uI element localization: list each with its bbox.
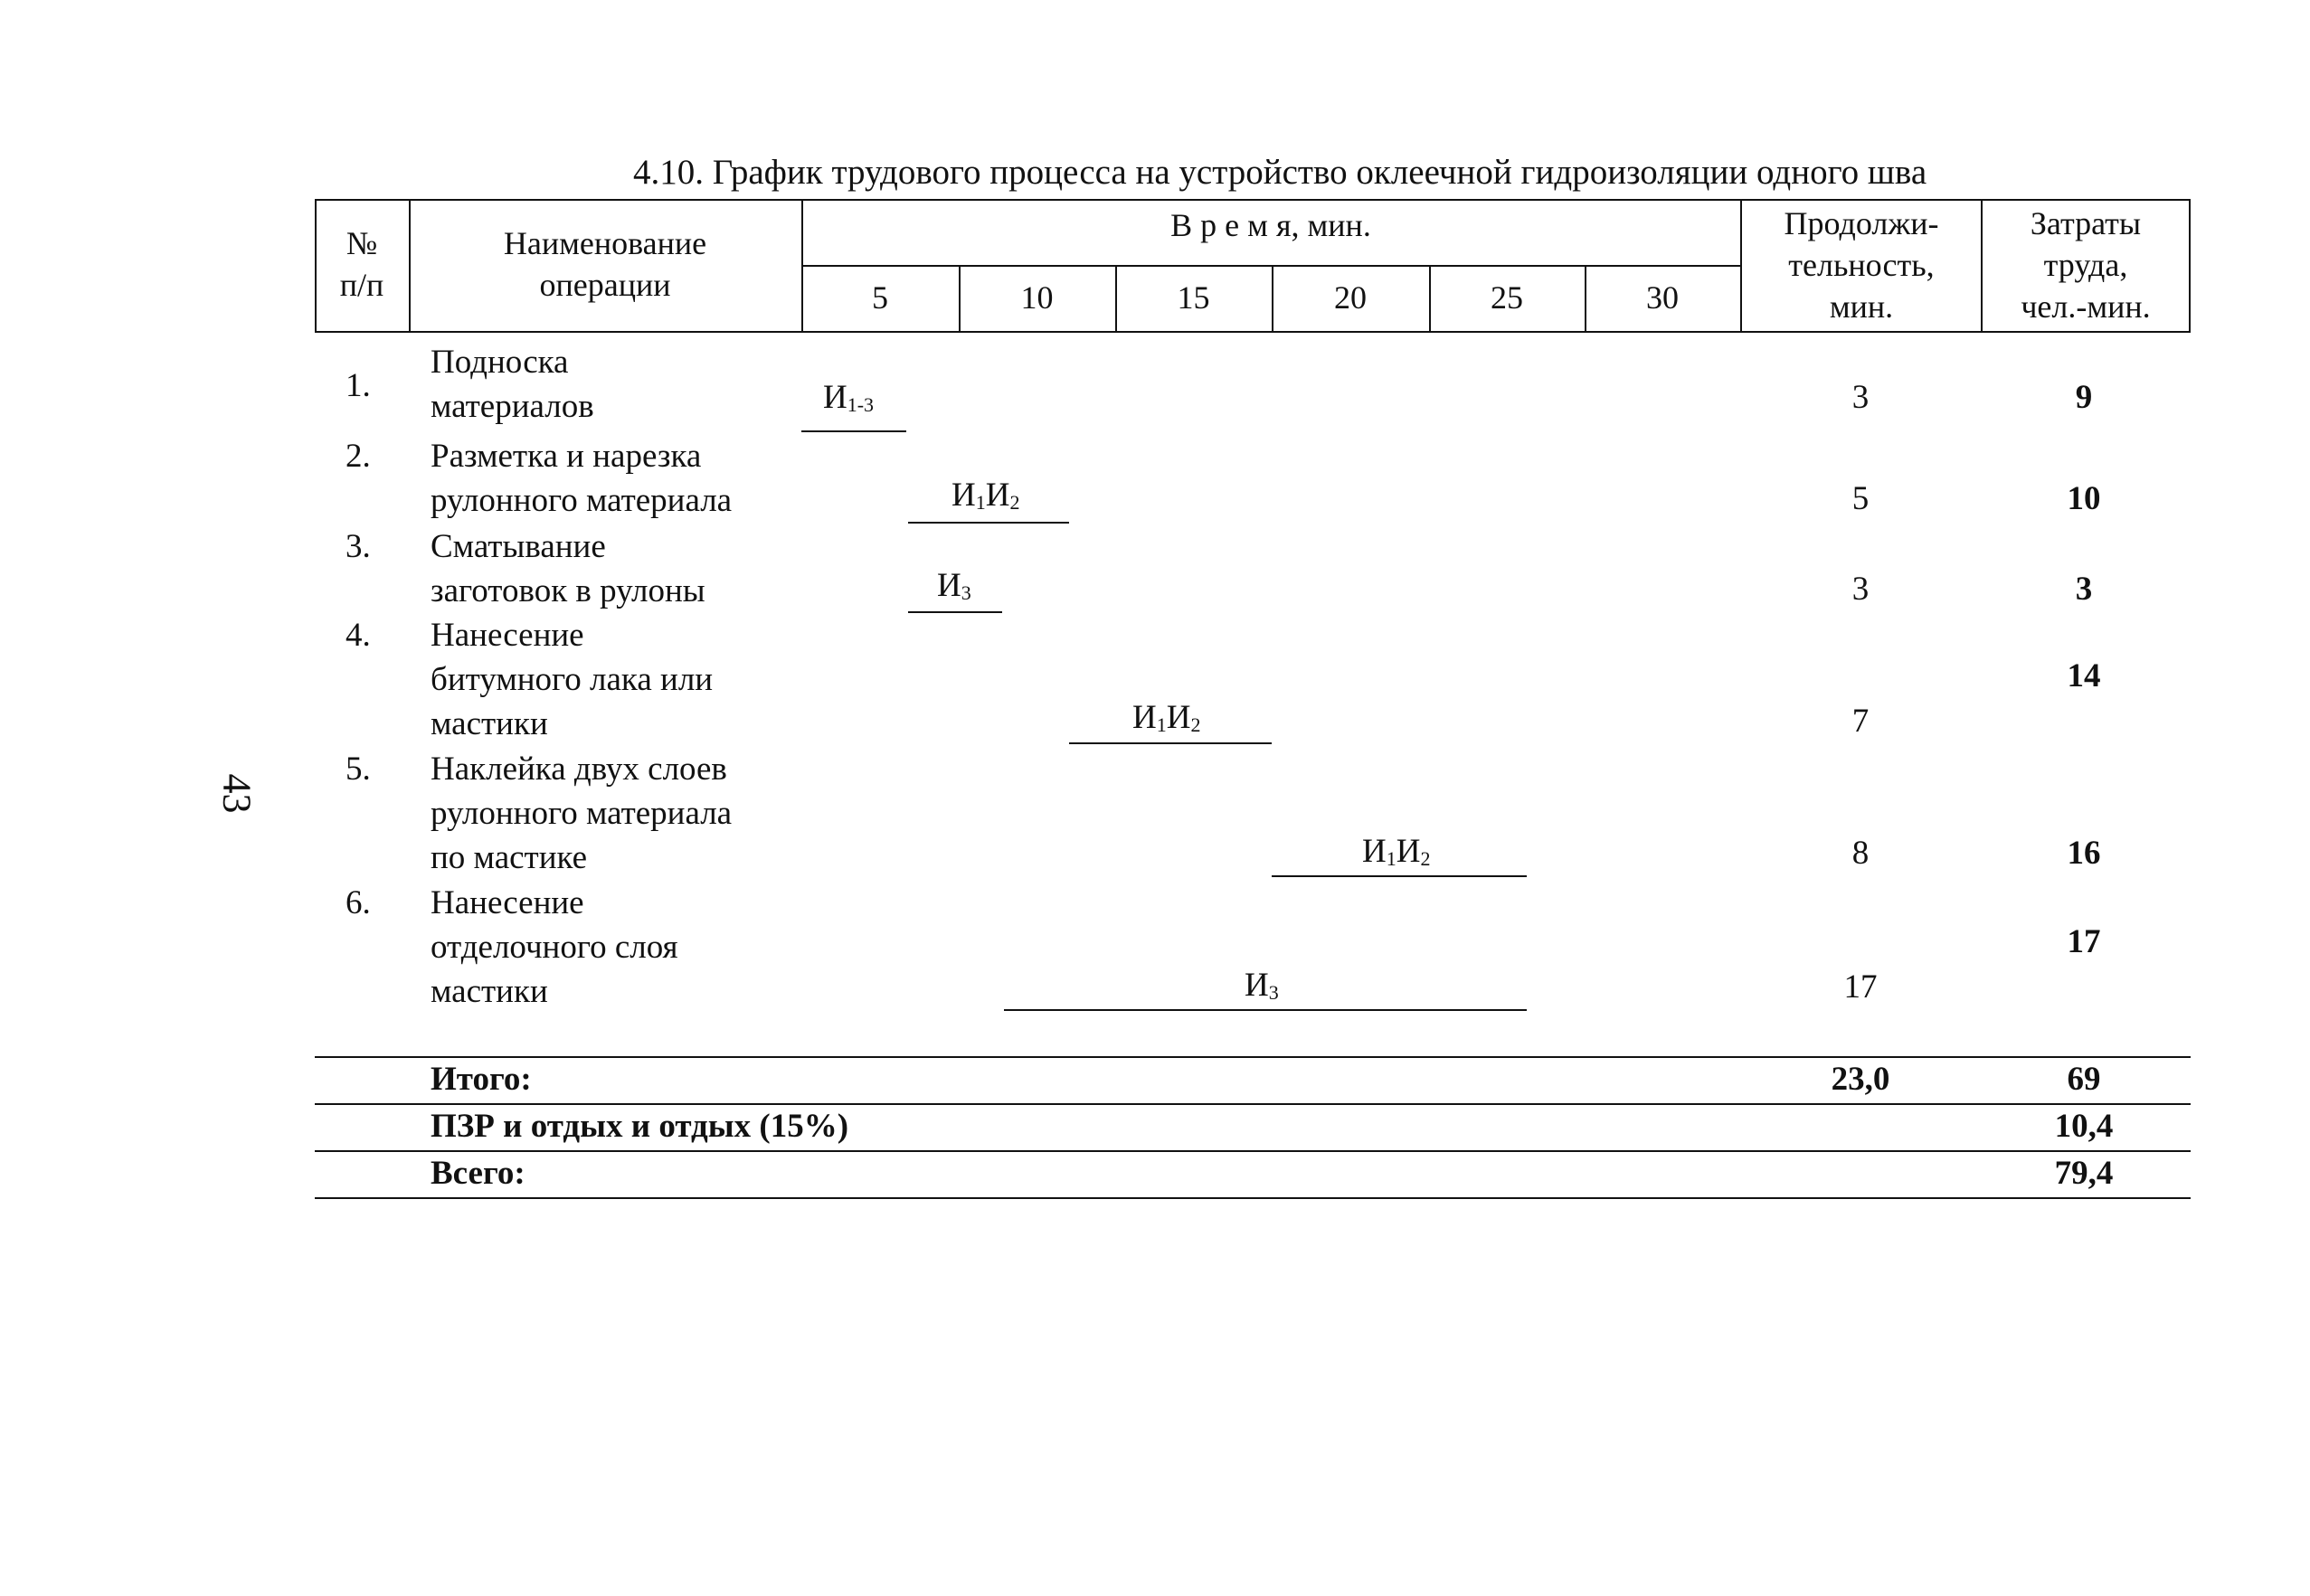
table-title: 4.10. График трудового процесса на устройство оклеечной гидроизоляции одного шва	[633, 153, 1927, 192]
operation-name-line: битумного лака или	[431, 661, 714, 698]
itogo-duration: 23,0	[1831, 1061, 1890, 1098]
gantt-bar-label: $И_1И_2$	[1132, 699, 1201, 736]
gantt-bar	[908, 611, 1002, 613]
operation-name-line: мастики	[431, 705, 548, 742]
duration-value: 8	[1851, 835, 1870, 872]
tick-20: 20	[1334, 279, 1367, 316]
header-labor-line2: труда,	[2043, 247, 2128, 283]
gantt-bar	[801, 430, 906, 432]
header-no-line1: №	[346, 225, 378, 261]
row-number: 1.	[346, 367, 371, 404]
vsego-labor: 79,4	[2054, 1155, 2114, 1192]
gantt-bar	[908, 522, 1069, 524]
tick-15: 15	[1177, 279, 1210, 316]
operation-name-line: заготовок в рулоны	[431, 572, 705, 609]
labor-value: 9	[2075, 379, 2093, 416]
labor-value: 17	[2067, 923, 2101, 960]
header-labor-line3: чел.-мин.	[2021, 288, 2151, 325]
header-duration-line1: Продолжи-	[1784, 205, 1939, 241]
operation-name-line: Нанесение	[431, 884, 584, 921]
operation-name-line: Наклейка двух слоев	[431, 751, 727, 788]
header-duration-line3: мин.	[1829, 288, 1894, 325]
operation-name-line: Нанесение	[431, 617, 584, 654]
page-number: 43	[214, 773, 260, 814]
labor-value: 14	[2067, 657, 2101, 694]
gantt-bar	[1004, 1009, 1527, 1011]
header-time: В р е м я, мин.	[1170, 207, 1371, 243]
duration-value: 5	[1851, 480, 1870, 517]
gantt-bar-label: $И_1И_2$	[951, 477, 1020, 514]
duration-value: 7	[1851, 703, 1870, 740]
row-number: 6.	[346, 884, 371, 921]
itogo-label: Итого:	[431, 1061, 532, 1098]
row-number: 4.	[346, 617, 371, 654]
operation-name-line: по мастике	[431, 839, 588, 876]
tick-5: 5	[872, 279, 888, 316]
operation-name-line: Сматывание	[431, 528, 606, 565]
header-duration-line2: тельность,	[1788, 247, 1935, 283]
gantt-bar-label: $И_{1-3}$	[823, 379, 875, 416]
labor-value: 3	[2075, 571, 2093, 608]
duration-value: 17	[1843, 968, 1878, 1006]
pzr-labor: 10,4	[2054, 1108, 2114, 1145]
operation-name-line: рулонного материала	[431, 482, 733, 519]
row-number: 5.	[346, 751, 371, 788]
header-labor-line1: Затраты	[2030, 205, 2142, 241]
gantt-bar	[1272, 875, 1527, 877]
gantt-bar-label: $И_1И_2$	[1362, 833, 1431, 870]
labor-value: 16	[2067, 835, 2101, 872]
gantt-bar-label: $И_3$	[1245, 967, 1279, 1004]
operation-name-line: материалов	[431, 388, 594, 425]
header-name-line2: операции	[539, 267, 671, 303]
vsego-label: Всего:	[431, 1155, 525, 1192]
pzr-label: ПЗР и отдых и отдых (15%)	[431, 1108, 849, 1145]
gantt-bar-label: $И_3$	[937, 567, 971, 604]
operation-name-line: Подноска	[431, 344, 569, 381]
operation-name-line: отделочного слоя	[431, 929, 678, 966]
duration-value: 3	[1851, 379, 1870, 416]
header-no-line2: п/п	[339, 267, 384, 303]
operation-name-line: Разметка и нарезка	[431, 438, 702, 475]
operation-name-line: мастики	[431, 973, 548, 1010]
tick-25: 25	[1491, 279, 1523, 316]
header-name-line1: Наименование	[503, 225, 707, 261]
duration-value: 3	[1851, 571, 1870, 608]
tick-10: 10	[1020, 279, 1054, 316]
row-number: 3.	[346, 528, 371, 565]
row-number: 2.	[346, 438, 371, 475]
itogo-labor: 69	[2067, 1061, 2101, 1098]
operation-name-line: рулонного материала	[431, 795, 733, 832]
tick-30: 30	[1646, 279, 1679, 316]
labor-value: 10	[2067, 480, 2101, 517]
gantt-bar	[1069, 742, 1272, 744]
